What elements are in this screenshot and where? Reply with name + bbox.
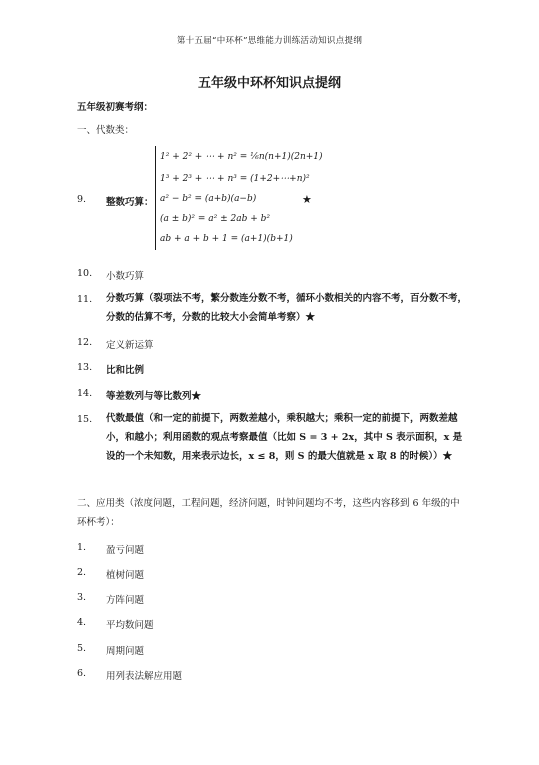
app-3-number: 3. xyxy=(77,592,87,603)
item-14-text: 等差数列与等比数列★ xyxy=(106,391,202,402)
item-9-label: 整数巧算： xyxy=(106,197,154,208)
formula-square-binomial: (a ± b)² = a² ± 2ab + b² xyxy=(160,214,271,224)
app-5-number: 5. xyxy=(77,643,87,654)
app-4-number: 4. xyxy=(77,617,87,628)
item-13-text: 比和比例 xyxy=(106,365,145,376)
app-6-text: 用列表法解应用题 xyxy=(106,671,183,682)
item-11-text: 分数巧算（裂项法不考，繁分数连分数不考，循环小数相关的内容不考，百分数不考，分数的估算不考，分数的比较大小会简单考察）★ xyxy=(106,293,468,323)
formula-group xyxy=(155,146,323,250)
app-2-number: 2. xyxy=(77,567,87,578)
star-icon: ★ xyxy=(302,193,312,206)
app-2-text: 植树问题 xyxy=(106,570,145,581)
item-12-number: 12. xyxy=(77,337,93,348)
item-10-text: 小数巧算 xyxy=(106,271,145,282)
app-3-text: 方阵问题 xyxy=(106,595,145,606)
formula-factor-product: ab + a + b + 1 = (a+1)(b+1) xyxy=(160,234,293,244)
item-11-number: 11. xyxy=(77,294,93,305)
item-12-text: 定义新运算 xyxy=(106,340,154,351)
document-title: 五年级中环杯知识点提纲 xyxy=(197,76,341,91)
item-15-number: 15. xyxy=(77,414,93,425)
formula-sum-cubes: 1³ + 2³ + ⋯ + n³ = (1+2+⋯+n)² xyxy=(160,174,310,184)
item-10-number: 10. xyxy=(77,268,93,279)
app-1-number: 1. xyxy=(77,542,87,553)
item-9-number: 9. xyxy=(77,194,87,205)
formula-difference-squares: a² − b² = (a+b)(a−b) xyxy=(160,194,257,204)
app-4-text: 平均数问题 xyxy=(106,620,154,631)
page-header: 第十五届“中环杯”思维能力训练活动知识点提纲 xyxy=(176,36,363,46)
item-13-number: 13. xyxy=(77,362,93,373)
item-15-text: 代数最值（和一定的前提下，两数差越小，乘积越大；乘积一定的前提下，两数差越小，和越小；利用函数的观点考察最值（比如 S = 3 + 2x，其中 S 表示面积，x 是设的一个未知数，用来表示边长，x ≤ 8，则 S 的最大值就是 x 取 8 的时候））★ xyxy=(106,413,463,462)
section-applications-heading: 二、应用类（浓度问题，工程问题，经济问题，时钟问题均不考，这些内容移到 6 年级的中环杯考）： xyxy=(77,498,460,528)
formula-sum-squares: 1² + 2² + ⋯ + n² = ⅙n(n+1)(2n+1) xyxy=(160,152,323,162)
section-algebra-heading: 一、代数类： xyxy=(77,125,135,136)
app-1-text: 盈亏问题 xyxy=(106,545,145,556)
app-6-number: 6. xyxy=(77,668,87,679)
exam-outline-subtitle: 五年级初赛考纲： xyxy=(77,102,154,113)
formula-brace xyxy=(155,146,159,250)
app-5-text: 周期问题 xyxy=(106,646,145,657)
item-14-number: 14. xyxy=(77,388,93,399)
